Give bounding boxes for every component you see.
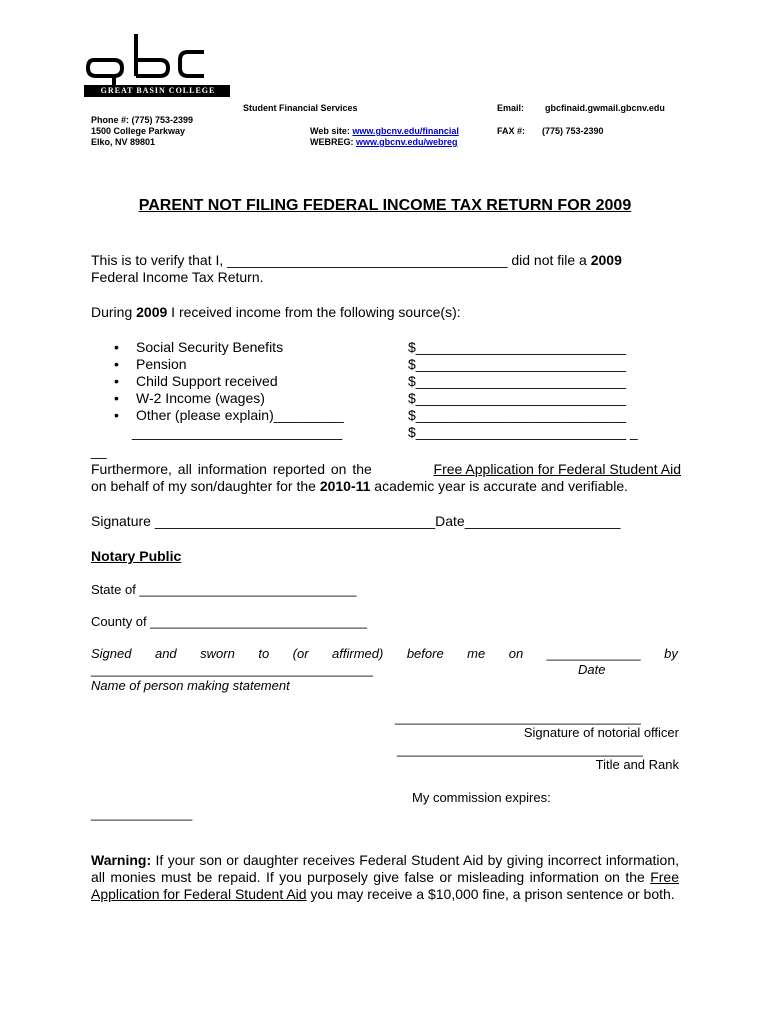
furthermore-statement — [91, 461, 681, 495]
amount-field[interactable]: $___________________________ — [408, 407, 627, 423]
source-label: Child Support received — [136, 373, 278, 389]
bullet-icon: • — [114, 407, 119, 423]
income-intro — [91, 304, 461, 321]
person-name-field[interactable]: _______________________________________ — [91, 662, 373, 677]
sworn-word: affirmed) — [332, 646, 384, 661]
during-text-2: I received income from the following source(s): — [167, 304, 461, 320]
furthermore-text-1: Furthermore, all information reported on the — [91, 461, 372, 477]
signature-field[interactable]: Signature ________________________________ — [91, 513, 404, 529]
verify-year: 2009 — [590, 252, 622, 268]
list-item — [114, 424, 684, 441]
commission-label: My commission expires: — [412, 790, 551, 805]
amount-field[interactable]: $___________________________ — [408, 373, 627, 389]
date-field[interactable]: ____________________ — [464, 513, 621, 529]
signature-row — [91, 513, 620, 530]
verify-text-1: This is to verify that I, ____________________________________ did not file a — [91, 252, 591, 268]
sworn-word: on — [508, 646, 524, 661]
sworn-statement — [91, 646, 678, 662]
list-item — [114, 407, 684, 424]
furthermore-text-3: academic year is accurate and verifiable. — [370, 478, 628, 494]
commission-expiry-field[interactable]: ______________ — [91, 806, 193, 821]
amount-field[interactable]: $___________________________ — [408, 339, 627, 355]
title-rank-field[interactable]: __________________________________ — [397, 742, 643, 757]
list-item — [114, 356, 684, 373]
amount-field[interactable]: $___________________________ _ — [408, 424, 638, 440]
sworn-word: before — [406, 646, 444, 661]
list-item — [114, 373, 684, 390]
title-rank-caption: Title and Rank — [595, 757, 679, 772]
sworn-word: and — [154, 646, 177, 661]
warning-text-1: If your son or daughter receives Federal Student Aid by giving incorrect information, all monies must be repaid. If you purposely give false or misleading information on the — [91, 852, 679, 885]
date-label: ____Date — [403, 513, 465, 529]
bullet-icon: • — [114, 390, 119, 406]
state-field[interactable]: State of ______________________________ — [91, 582, 357, 597]
stray-underscore: __ — [91, 443, 107, 459]
verify-statement — [91, 252, 681, 286]
name-caption: Name of person making statement — [91, 678, 290, 693]
officer-signature-caption: Signature of notorial officer — [523, 725, 679, 740]
bullet-icon: • — [114, 339, 119, 355]
form-title: PARENT NOT FILING FEDERAL INCOME TAX RETURN FOR 2009 — [138, 197, 632, 214]
sworn-date-field[interactable]: _____________ — [546, 646, 641, 661]
sworn-word: (or — [292, 646, 309, 661]
webreg-label: WEBREG: — [310, 137, 356, 147]
academic-years: 2010-11 — [319, 478, 371, 494]
during-text-1: During — [91, 304, 137, 320]
sworn-word: by — [664, 646, 678, 661]
department-name: Student Financial Services — [243, 103, 358, 113]
source-label: Pension — [136, 356, 187, 372]
website-row — [310, 126, 459, 137]
fax-label: FAX #: — [497, 126, 526, 136]
county-field[interactable]: County of ______________________________ — [91, 614, 368, 629]
website-label: Web site: — [310, 126, 353, 136]
sworn-word: me — [467, 646, 486, 661]
list-item — [114, 339, 684, 356]
email-label: Email: — [497, 103, 525, 113]
email-address: gbcfinaid.gwmail.gbcnv.edu — [545, 103, 665, 113]
fafsa-reference: Free Application for Federal Student Aid — [433, 461, 681, 477]
other-explain-field[interactable]: ___________________________ — [132, 424, 343, 440]
fax-number: (775) 753-2390 — [542, 126, 604, 136]
bullet-icon: • — [114, 373, 119, 389]
income-source-list — [114, 339, 684, 441]
amount-field[interactable]: $___________________________ — [408, 356, 627, 372]
bullet-icon: • — [114, 356, 119, 372]
during-year: 2009 — [136, 304, 168, 320]
sworn-word: to — [258, 646, 270, 661]
college-logo — [84, 30, 232, 100]
sworn-word: Signed — [91, 646, 132, 661]
phone-line: Phone #: (775) 753-2399 — [91, 115, 194, 125]
source-label: Other (please explain)_________ — [136, 407, 344, 423]
logo-banner-text: GREAT BASIN COLLEGE — [100, 86, 216, 95]
list-item — [114, 390, 684, 407]
furthermore-text-2: on behalf of my son/daughter for the — [91, 478, 320, 494]
amount-field[interactable]: $___________________________ — [408, 390, 627, 406]
warning-statement — [91, 852, 679, 903]
source-label: Social Security Benefits — [136, 339, 284, 355]
sworn-word: sworn — [200, 646, 235, 661]
source-label: W-2 Income (wages) — [136, 390, 265, 406]
address-line-1: 1500 College Parkway — [91, 126, 186, 136]
warning-text-2: you may receive a $10,000 fine, a prison sentence or both. — [306, 886, 675, 902]
address-line-2: Elko, NV 89801 — [91, 137, 156, 147]
website-link[interactable]: www.gbcnv.edu/financial — [352, 126, 459, 136]
officer-signature-field[interactable]: __________________________________ — [395, 710, 641, 725]
warning-label: Warning: — [91, 852, 152, 868]
date-caption: Date — [578, 662, 606, 677]
webreg-row — [310, 137, 458, 148]
webreg-link[interactable]: www.gbcnv.edu/webreg — [356, 137, 458, 147]
verify-text-2: Federal Income Tax Return. — [91, 269, 264, 285]
fafsa-reference: Free Application for Federal Student Aid — [91, 869, 679, 902]
notary-heading: Notary Public — [91, 548, 182, 564]
